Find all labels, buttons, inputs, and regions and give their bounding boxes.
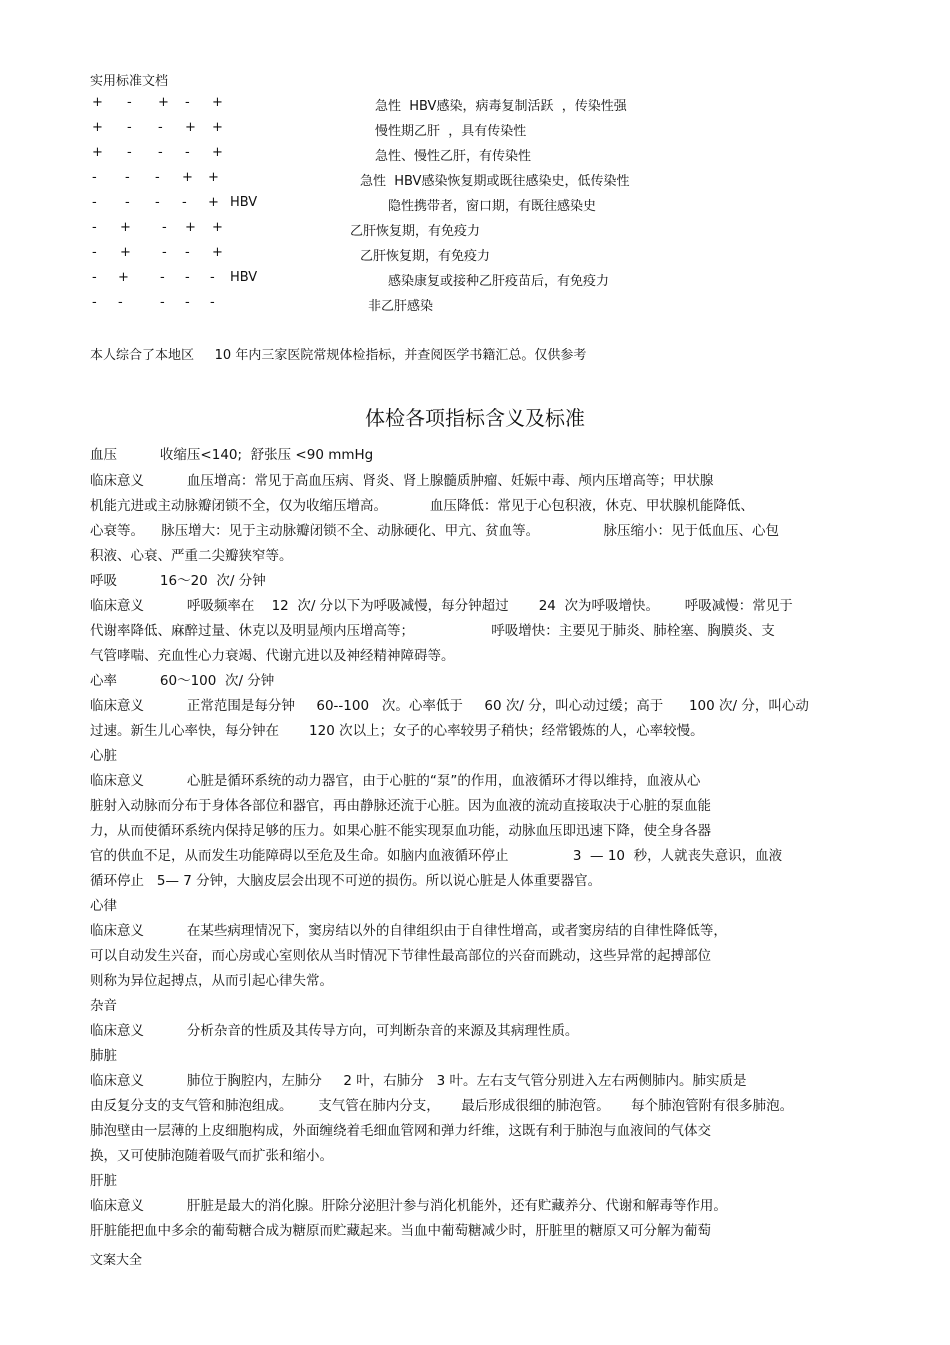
body-line: 临床意义 肺位于胸腔内，左肺分 2 叶，右肺分 3 叶。左右支气管分别进入左右两侧肺内。肺实质是	[90, 1073, 747, 1089]
marker-description: 非乙肝感染	[368, 299, 434, 314]
marker-cell: +	[212, 220, 223, 235]
marker-cell: +	[212, 245, 223, 260]
marker-cell: +	[158, 95, 169, 110]
page-header: 实用标准文档	[90, 74, 169, 89]
marker-cell: -	[158, 120, 163, 135]
marker-description: 急性 HBV感染恢复期或既往感染史，低传染性	[360, 174, 630, 189]
body-line: 换，又可使肺泡随着吸气而扩张和缩小。	[90, 1148, 333, 1164]
marker-description: 慢性期乙肝 ，具有传染性	[375, 124, 527, 139]
marker-description: 急性 HBV感染，病毒复制活跃 ，传染性强	[375, 99, 627, 114]
marker-cell: -	[92, 220, 97, 235]
marker-cell: +	[185, 220, 196, 235]
marker-cell: -	[127, 95, 132, 110]
body-line: 心衰等。 脉压增大：见于主动脉瓣闭锁不全、动脉硬化、甲亢、贫血等。 脉压缩小：见于低血压、心包	[90, 523, 780, 539]
marker-cell: -	[185, 145, 190, 160]
body-line: 机能亢进或主动脉瓣闭锁不全，仅为收缩压增高。 血压降低：常见于心包积液，休克、甲状腺机能降低、	[90, 498, 754, 514]
marker-cell: +	[120, 220, 131, 235]
marker-cell: -	[155, 195, 160, 210]
marker-cell: -	[125, 170, 130, 185]
marker-cell: +	[212, 95, 223, 110]
body-line: 血压 收缩压<140; 舒张压 <90 mmHg	[90, 447, 374, 463]
marker-row	[0, 195, 950, 217]
marker-cell: -	[92, 170, 97, 185]
marker-cell: -	[162, 245, 167, 260]
marker-cell: HBV	[230, 270, 258, 285]
body-line: 临床意义 正常范围是每分钟 60--100 次。心率低于 60 次/ 分，叫心动过缓；高于 100 次/ 分，叫心动	[90, 698, 809, 714]
intro-note: 本人综合了本地区 10 年内三家医院常规体检指标，并查阅医学书籍汇总。仅供参考	[90, 348, 587, 363]
marker-cell: -	[210, 270, 215, 285]
body-line: 过速。新生儿心率快，每分钟在 120 次以上；女子的心率较男子稍快；经常锻炼的人，心率较慢。	[90, 723, 704, 739]
marker-cell: -	[92, 245, 97, 260]
document-title: 体检各项指标含义及标准	[365, 406, 585, 430]
body-line: 可以自动发生兴奋，而心房或心室则依从当时情况下节律性最高部位的兴奋而跳动，这些异常的起搏部位	[90, 948, 711, 964]
marker-cell: +	[92, 145, 103, 160]
body-line: 则称为异位起搏点，从而引起心律失常。	[90, 973, 333, 989]
marker-cell: -	[118, 295, 123, 310]
marker-description: 隐性携带者，窗口期，有既往感染史	[388, 199, 597, 214]
body-line: 心率 60～100 次/ 分钟	[90, 673, 275, 689]
marker-cell: -	[160, 270, 165, 285]
marker-row	[0, 220, 950, 242]
marker-cell: -	[125, 195, 130, 210]
marker-cell: -	[158, 145, 163, 160]
marker-cell: -	[92, 295, 97, 310]
marker-cell: -	[160, 295, 165, 310]
marker-cell: -	[185, 95, 190, 110]
marker-description: 急性、慢性乙肝，有传染性	[375, 149, 532, 164]
marker-cell: -	[127, 145, 132, 160]
body-line: 脏射入动脉而分布于身体各部位和器官，再由静脉还流于心脏。因为血液的流动直接取决于心脏的泵血能	[90, 798, 711, 814]
marker-cell: -	[127, 120, 132, 135]
body-line: 肺脏	[90, 1048, 117, 1064]
body-line: 临床意义 血压增高：常见于高血压病、肾炎、肾上腺髓质肿瘤、妊娠中毒、颅内压增高等；甲状腺	[90, 473, 714, 489]
body-line: 官的供血不足，从而发生功能障碍以至危及生命。如脑内血液循环停止 3 — 10 秒，人就丧失意识，血液	[90, 848, 783, 864]
body-line: 循环停止 5— 7 分钟，大脑皮层会出现不可逆的损伤。所以说心脏是人体重要器官。	[90, 873, 602, 889]
marker-cell: +	[92, 120, 103, 135]
marker-cell: +	[182, 170, 193, 185]
body-line: 临床意义 心脏是循环系统的动力器官，由于心脏的“泵”的作用，血液循环才得以维持，血液从心	[90, 773, 701, 789]
marker-row	[0, 270, 950, 292]
body-line: 由反复分支的支气管和肺泡组成。 支气管在肺内分支， 最后形成很细的肺泡管。 每个肺泡管附有很多肺泡。	[90, 1098, 794, 1114]
body-line: 肺泡壁由一层薄的上皮细胞构成，外面缠绕着毛细血管网和弹力纤维，这既有利于肺泡与血液间的气体交	[90, 1123, 711, 1139]
marker-description: 感染康复或接种乙肝疫苗后，有免疫力	[388, 274, 610, 289]
body-line: 代谢率降低、麻醉过量、休克以及明显颅内压增高等； 呼吸增快：主要见于肺炎、肺栓塞、胸膜炎、支	[90, 623, 775, 639]
marker-row	[0, 145, 950, 167]
marker-cell: -	[185, 270, 190, 285]
marker-cell: -	[185, 295, 190, 310]
body-line: 临床意义 在某些病理情况下，窦房结以外的自律组织由于自律性增高，或者窦房结的自律性降低等，	[90, 923, 727, 939]
marker-row	[0, 170, 950, 192]
marker-cell: -	[92, 195, 97, 210]
body-line: 力，从而使循环系统内保持足够的压力。如果心脏不能实现泵血功能，动脉血压即迅速下降，使全身各器	[90, 823, 711, 839]
marker-cell: -	[92, 270, 97, 285]
marker-cell: +	[212, 120, 223, 135]
marker-row	[0, 95, 950, 117]
body-line: 肝脏能把血中多余的葡萄糖合成为糖原而贮藏起来。当血中葡萄糖减少时，肝脏里的糖原又可分解为葡萄	[90, 1223, 711, 1239]
marker-cell: -	[155, 170, 160, 185]
marker-description: 乙肝恢复期，有免疫力	[360, 249, 491, 264]
body-line: 临床意义 分析杂音的性质及其传导方向，可判断杂音的来源及其病理性质。	[90, 1023, 579, 1039]
marker-cell: +	[208, 195, 219, 210]
body-line: 心脏	[90, 748, 117, 764]
body-line: 临床意义 肝脏是最大的消化腺。肝除分泌胆汁参与消化机能外，还有贮藏养分、代谢和解毒等作用。	[90, 1198, 727, 1214]
marker-cell: -	[185, 245, 190, 260]
marker-cell: +	[185, 120, 196, 135]
marker-cell: -	[182, 195, 187, 210]
marker-cell: -	[210, 295, 215, 310]
marker-cell: +	[118, 270, 129, 285]
marker-row	[0, 120, 950, 142]
body-line: 心律	[90, 898, 117, 914]
marker-cell: +	[208, 170, 219, 185]
marker-description: 乙肝恢复期，有免疫力	[350, 224, 481, 239]
body-line: 积液、心衰、严重二尖瓣狭窄等。	[90, 548, 293, 564]
body-line: 气管哮喘、充血性心力衰竭、代谢亢进以及神经精神障碍等。	[90, 648, 455, 664]
marker-cell: +	[212, 145, 223, 160]
marker-cell: +	[120, 245, 131, 260]
body-line: 呼吸 16～20 次/ 分钟	[90, 573, 266, 589]
body-line: 杂音	[90, 998, 117, 1014]
marker-row	[0, 245, 950, 267]
marker-cell: HBV	[230, 195, 258, 210]
body-line: 临床意义 呼吸频率在 12 次/ 分以下为呼吸减慢，每分钟超过 24 次为呼吸增快。 呼吸减慢：常见于	[90, 598, 793, 614]
marker-cell: -	[162, 220, 167, 235]
marker-row	[0, 295, 950, 317]
marker-cell: +	[92, 95, 103, 110]
page-footer: 文案大全	[90, 1253, 143, 1268]
body-line: 肝脏	[90, 1173, 117, 1189]
